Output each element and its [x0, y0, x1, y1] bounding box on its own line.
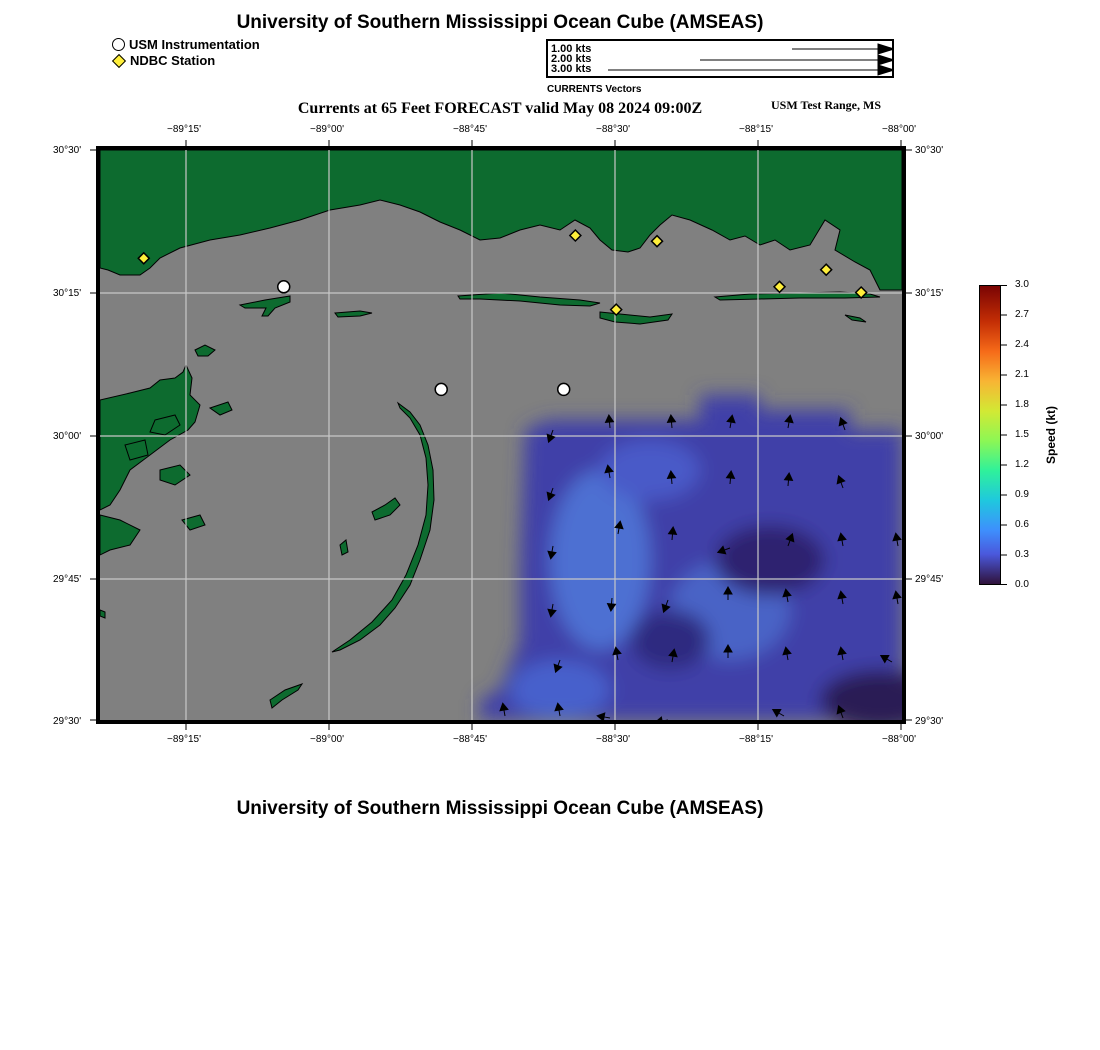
colorbar-tick: 0.9	[1015, 489, 1029, 500]
lon-tick-top: −89°15'	[167, 124, 201, 135]
lon-tick-top: −88°15'	[739, 124, 773, 135]
usm-instrument-marker	[558, 383, 570, 395]
map-region-label: USM Test Range, MS	[771, 98, 882, 112]
usm-instrument-icon	[112, 38, 125, 51]
colorbar-ticks	[1001, 279, 1041, 590]
lon-tick-top: −89°00'	[310, 124, 344, 135]
colorbar-tick: 0.6	[1015, 519, 1029, 530]
colorbar-tick: 2.4	[1015, 339, 1029, 350]
symbol-legend	[112, 37, 260, 68]
usm-legend-label: USM Instrumentation	[129, 37, 260, 52]
lon-tick-bottom: −89°15'	[167, 734, 201, 745]
lon-tick-bottom: −88°15'	[739, 734, 773, 745]
lon-tick-bottom: −88°00'	[882, 734, 916, 745]
colorbar-tick: 1.2	[1015, 459, 1029, 470]
map-panel	[90, 140, 914, 732]
usm-instrument-marker	[435, 383, 447, 395]
colorbar	[979, 285, 1001, 585]
lat-tick-right: 30°30'	[915, 145, 944, 156]
vector-key-label-2: 2.00 kts	[551, 53, 592, 65]
vector-key-label-3: 3.00 kts	[551, 63, 592, 75]
page-title: University of Southern Mississippi Ocean Cube (AMSEAS)	[236, 12, 764, 33]
colorbar-tick: 2.7	[1015, 309, 1029, 320]
lat-tick-left: 29°30'	[53, 716, 82, 727]
lon-tick-bottom: −88°45'	[453, 734, 487, 745]
colorbar-tick: 1.5	[1015, 429, 1029, 440]
lon-tick-top: −88°30'	[596, 124, 630, 135]
vector-key-label-1: 1.00 kts	[551, 43, 592, 55]
vector-key-arrows	[548, 41, 894, 78]
colorbar-tick: 1.8	[1015, 399, 1029, 410]
colorbar-tick-marks	[1001, 285, 1011, 585]
colorbar-tick: 0.3	[1015, 549, 1029, 560]
lon-tick-bottom: −88°30'	[596, 734, 630, 745]
lon-tick-bottom: −89°00'	[310, 734, 344, 745]
lat-tick-right: 29°45'	[915, 574, 944, 585]
lon-tick-top: −88°00'	[882, 124, 916, 135]
vector-key	[546, 39, 894, 78]
usm-instrument-marker	[278, 281, 290, 293]
colorbar-tick: 3.0	[1015, 279, 1029, 290]
lat-tick-right: 30°15'	[915, 288, 944, 299]
map-subtitle: Currents at 65 Feet FORECAST valid May 08 2024 09:00Z	[297, 100, 703, 117]
lon-tick-top: −88°45'	[453, 124, 487, 135]
colorbar-tick: 0.0	[1015, 579, 1029, 590]
ndbc-legend-label: NDBC Station	[130, 53, 216, 68]
current-speed-field	[480, 395, 914, 730]
footer-title: University of Southern Mississippi Ocean Cube (AMSEAS)	[236, 798, 764, 819]
lat-tick-left: 30°00'	[53, 431, 82, 442]
ndbc-station-icon	[112, 53, 126, 67]
lat-tick-left: 30°15'	[53, 288, 82, 299]
lat-tick-right: 30°00'	[915, 431, 944, 442]
lat-tick-left: 30°30'	[53, 145, 82, 156]
lat-tick-right: 29°30'	[915, 716, 944, 727]
colorbar-tick: 2.1	[1015, 369, 1029, 380]
colorbar-label: Speed (kt)	[1044, 406, 1058, 465]
lat-tick-left: 29°45'	[53, 574, 82, 585]
vector-key-title: CURRENTS Vectors	[547, 84, 642, 95]
